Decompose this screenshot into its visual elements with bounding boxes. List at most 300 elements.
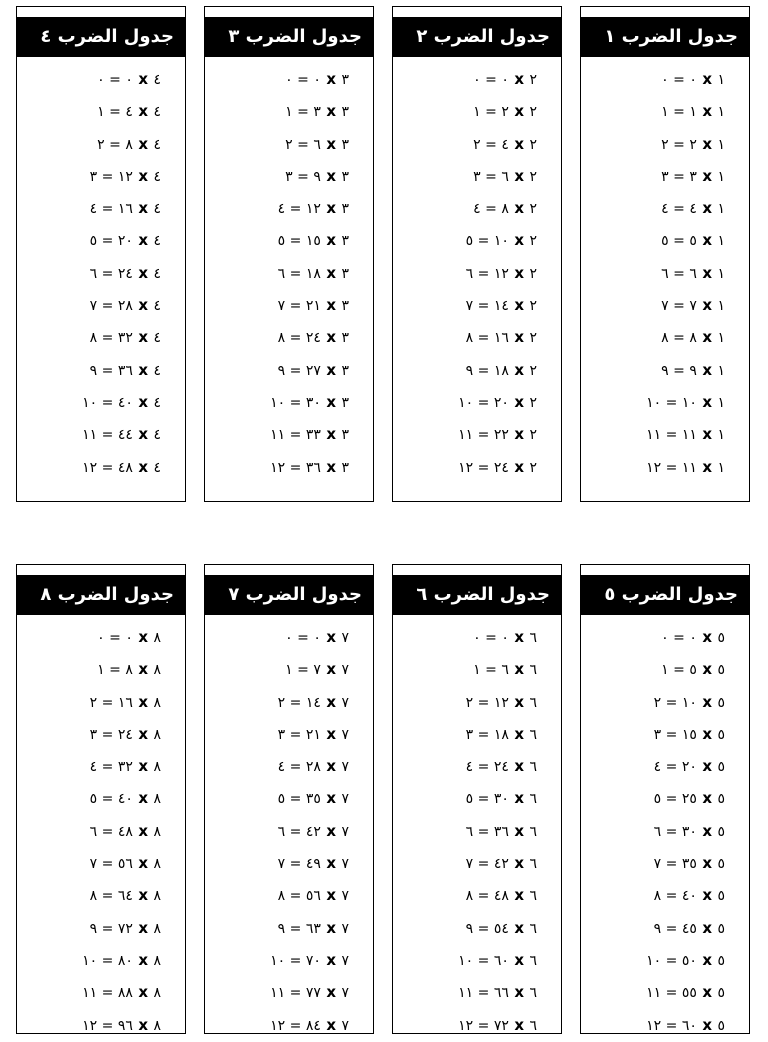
table-row — [393, 686, 561, 718]
multiplicand-value: ٣ — [341, 362, 349, 379]
multiplicand-value: ٦ — [529, 856, 537, 873]
times-sign: x — [514, 918, 525, 937]
times-sign: x — [326, 660, 337, 679]
product-value: ٥٦ — [117, 856, 133, 873]
multiplicand-value: ٤ — [153, 330, 161, 347]
multiplicand-value: ٢ — [529, 168, 537, 185]
table-row — [205, 63, 373, 95]
equals-sign: = — [101, 298, 114, 315]
multiplicand-value: ٦ — [529, 920, 537, 937]
equals-sign: = — [477, 1017, 490, 1034]
equals-sign: = — [297, 168, 309, 185]
multiplicand-value: ١ — [717, 459, 725, 476]
times-sign: x — [138, 134, 149, 153]
equals-sign: = — [101, 856, 114, 873]
multiplier-value: ٥ — [465, 791, 474, 808]
times-sign: x — [326, 1015, 337, 1034]
multiplicand-value: ٦ — [529, 1017, 537, 1034]
multiplier-value: ٥ — [653, 791, 662, 808]
multiplicand-value: ٦ — [529, 630, 537, 646]
times-sign: x — [702, 263, 713, 282]
times-sign: x — [702, 789, 713, 808]
times-sign: x — [514, 360, 525, 379]
times-sign: x — [702, 296, 713, 315]
equals-sign: = — [289, 694, 302, 711]
equals-sign: = — [101, 759, 114, 776]
times-sign: x — [702, 328, 713, 347]
multiplier-value: ٦ — [89, 265, 98, 282]
multiplicand-value: ٣ — [341, 233, 349, 250]
multiplicand-value: ١ — [717, 330, 725, 347]
product-value: ٨٠ — [117, 952, 133, 969]
multiplication-table-4 — [16, 6, 186, 502]
multiplicand-value: ٥ — [717, 791, 725, 808]
product-value: ٠ — [125, 630, 133, 646]
multiplicand-value: ٦ — [529, 823, 537, 840]
multiplicand-value: ٢ — [529, 459, 537, 476]
table-row — [393, 976, 561, 1008]
times-sign: x — [702, 854, 713, 873]
multiplicand-value: ٢ — [529, 136, 537, 153]
table-row — [17, 63, 185, 95]
multiplicand-value: ١ — [717, 362, 725, 379]
multiplicand-value: ٢ — [529, 362, 537, 379]
table-row — [581, 354, 749, 386]
product-value: ٠ — [689, 72, 697, 88]
times-sign: x — [138, 166, 149, 185]
product-value: ٨ — [689, 330, 697, 347]
table-row — [205, 224, 373, 256]
table-row — [17, 686, 185, 718]
table-row — [205, 686, 373, 718]
multiplicand-value: ٧ — [341, 1017, 349, 1034]
product-value: ٣٦ — [493, 823, 509, 840]
multiplier-value: ٨ — [661, 330, 669, 347]
equals-sign: = — [673, 136, 685, 153]
multiplier-value: ١٢ — [270, 459, 286, 476]
multiplier-value: ٣ — [285, 168, 293, 185]
times-sign: x — [514, 724, 525, 743]
product-value: ٧ — [689, 298, 697, 315]
product-value: ٧٧ — [305, 985, 321, 1002]
multiplier-value: ١١ — [646, 985, 662, 1002]
table-title: جدول الضرب ٧ — [204, 575, 374, 615]
product-value: ١٤ — [305, 694, 321, 711]
equals-sign: = — [289, 920, 302, 937]
table-row — [17, 653, 185, 685]
multiplier-value: ٤ — [465, 759, 474, 776]
multiplicand-value: ٤ — [153, 136, 161, 153]
times-sign: x — [138, 328, 149, 347]
product-value: ١٨ — [493, 726, 509, 743]
equals-sign: = — [665, 856, 678, 873]
equals-sign: = — [673, 630, 685, 646]
multiplicand-value: ٣ — [341, 72, 349, 88]
multiplicand-value: ٢ — [529, 233, 537, 250]
table-row — [205, 289, 373, 321]
equals-sign: = — [477, 362, 490, 379]
equals-sign: = — [665, 726, 678, 743]
times-sign: x — [138, 457, 149, 476]
multiplier-value: ١١ — [270, 427, 286, 444]
multiplicand-value: ٧ — [341, 952, 349, 969]
table-row — [393, 782, 561, 814]
table-row — [581, 782, 749, 814]
multiplicand-value: ١ — [717, 394, 725, 411]
table-row — [393, 289, 561, 321]
multiplier-value: ٧ — [661, 298, 669, 315]
equals-sign: = — [665, 952, 678, 969]
multiplier-value: ٢ — [661, 136, 669, 153]
equals-sign: = — [477, 427, 490, 444]
multiplier-value: ١١ — [458, 427, 474, 444]
equals-sign: = — [485, 72, 497, 88]
multiplier-value: ١١ — [82, 427, 98, 444]
multiplier-value: ٥ — [89, 791, 98, 808]
multiplicand-value: ٧ — [341, 856, 349, 873]
times-sign: x — [702, 692, 713, 711]
equals-sign: = — [477, 791, 490, 808]
table-row — [205, 653, 373, 685]
equals-sign: = — [665, 985, 678, 1002]
multiplicand-value: ٧ — [341, 791, 349, 808]
table-rows — [581, 621, 749, 1041]
equals-sign: = — [673, 104, 685, 121]
product-value: ٣٥ — [681, 856, 697, 873]
table-row — [205, 418, 373, 450]
product-value: ٢٤ — [493, 759, 509, 776]
multiplier-value: ١٢ — [270, 1017, 286, 1034]
multiplicand-value: ٥ — [717, 662, 725, 679]
times-sign: x — [326, 425, 337, 444]
table-row — [581, 847, 749, 879]
table-row — [393, 386, 561, 418]
equals-sign: = — [297, 630, 309, 646]
product-value: ١٢ — [117, 168, 133, 185]
equals-sign: = — [101, 201, 114, 218]
table-row — [393, 653, 561, 685]
multiplier-value: ٢ — [97, 136, 105, 153]
table-row — [205, 815, 373, 847]
table-title: جدول الضرب ٦ — [392, 575, 562, 615]
table-row — [393, 912, 561, 944]
multiplier-value: ٠ — [285, 72, 293, 88]
multiplier-value: ٩ — [277, 920, 286, 937]
multiplier-value: ٩ — [277, 362, 286, 379]
table-row — [17, 976, 185, 1008]
times-sign: x — [326, 134, 337, 153]
table-row — [205, 782, 373, 814]
equals-sign: = — [665, 459, 678, 476]
equals-sign: = — [477, 985, 490, 1002]
multiplier-value: ٧ — [465, 856, 474, 873]
table-row — [581, 418, 749, 450]
multiplier-value: ٧ — [277, 856, 286, 873]
multiplier-value: ٨ — [277, 330, 286, 347]
times-sign: x — [514, 886, 525, 905]
multiplicand-value: ٧ — [341, 888, 349, 905]
multiplicand-value: ٤ — [153, 427, 161, 444]
multiplier-value: ٠ — [473, 630, 481, 646]
equals-sign: = — [297, 104, 309, 121]
product-value: ٤٢ — [493, 856, 509, 873]
equals-sign: = — [477, 726, 490, 743]
times-sign: x — [702, 360, 713, 379]
table-row — [205, 879, 373, 911]
multiplicand-value: ٤ — [153, 233, 161, 250]
equals-sign: = — [109, 662, 121, 679]
times-sign: x — [702, 70, 713, 88]
equals-sign: = — [477, 952, 490, 969]
multiplicand-value: ٣ — [341, 330, 349, 347]
multiplier-value: ٩ — [89, 362, 98, 379]
equals-sign: = — [477, 459, 490, 476]
multiplicand-value: ٨ — [153, 985, 161, 1002]
multiplier-value: ٦ — [661, 265, 669, 282]
table-row — [581, 653, 749, 685]
table-row — [581, 718, 749, 750]
equals-sign: = — [101, 459, 114, 476]
times-sign: x — [138, 628, 149, 646]
times-sign: x — [702, 660, 713, 679]
times-sign: x — [326, 886, 337, 905]
table-row — [581, 815, 749, 847]
table-rows — [205, 621, 373, 1041]
multiplier-value: ١٠ — [82, 394, 98, 411]
equals-sign: = — [289, 985, 302, 1002]
product-value: ٨٨ — [117, 985, 133, 1002]
product-value: ٥٤ — [493, 920, 509, 937]
multiplicand-value: ٣ — [341, 201, 349, 218]
multiplier-value: ١١ — [82, 985, 98, 1002]
product-value: ٣٥ — [305, 791, 321, 808]
times-sign: x — [702, 166, 713, 185]
product-value: ٣٣ — [305, 427, 321, 444]
product-value: ٢٥ — [681, 791, 697, 808]
times-sign: x — [138, 789, 149, 808]
times-sign: x — [326, 102, 337, 121]
times-sign: x — [138, 360, 149, 379]
equals-sign: = — [101, 394, 114, 411]
times-sign: x — [326, 724, 337, 743]
multiplier-value: ٢ — [277, 694, 286, 711]
multiplication-table-6 — [392, 564, 562, 1034]
equals-sign: = — [101, 233, 114, 250]
multiplicand-value: ١ — [717, 265, 725, 282]
product-value: ٤٠ — [681, 888, 697, 905]
equals-sign: = — [673, 265, 685, 282]
table-row — [17, 815, 185, 847]
equals-sign: = — [665, 791, 678, 808]
multiplier-value: ٨ — [277, 888, 286, 905]
times-sign: x — [326, 821, 337, 840]
product-value: ٨ — [125, 662, 133, 679]
table-row — [205, 160, 373, 192]
table-row — [17, 451, 185, 483]
times-sign: x — [138, 757, 149, 776]
product-value: ٦ — [689, 265, 697, 282]
multiplicand-value: ٨ — [153, 888, 161, 905]
product-value: ٢ — [689, 136, 697, 153]
table-row — [17, 750, 185, 782]
table-row — [17, 128, 185, 160]
equals-sign: = — [289, 791, 302, 808]
product-value: ٢٨ — [117, 298, 133, 315]
table-row — [17, 289, 185, 321]
product-value: ٦ — [501, 168, 509, 185]
multiplicand-value: ٦ — [529, 694, 537, 711]
equals-sign: = — [477, 920, 490, 937]
product-value: ٢٠ — [681, 759, 697, 776]
multiplier-value: ٦ — [277, 823, 286, 840]
multiplicand-value: ٨ — [153, 856, 161, 873]
multiplier-value: ٥ — [277, 233, 286, 250]
equals-sign: = — [289, 201, 302, 218]
product-value: ٠ — [501, 72, 509, 88]
multiplier-value: ٤ — [89, 201, 98, 218]
equals-sign: = — [665, 394, 678, 411]
multiplicand-value: ١ — [717, 72, 725, 88]
times-sign: x — [514, 70, 525, 88]
table-row — [205, 95, 373, 127]
equals-sign: = — [101, 330, 114, 347]
multiplicand-value: ٢ — [529, 394, 537, 411]
equals-sign: = — [673, 201, 685, 218]
multiplier-value: ٠ — [473, 72, 481, 88]
product-value: ١١ — [681, 427, 697, 444]
product-value: ٦ — [501, 662, 509, 679]
equals-sign: = — [101, 265, 114, 282]
multiplicand-value: ١ — [717, 298, 725, 315]
multiplier-value: ٢ — [285, 136, 293, 153]
times-sign: x — [326, 360, 337, 379]
table-row — [17, 418, 185, 450]
multiplicand-value: ٥ — [717, 856, 725, 873]
equals-sign: = — [101, 888, 114, 905]
times-sign: x — [138, 231, 149, 250]
table-row — [581, 257, 749, 289]
product-value: ٣٦ — [117, 362, 133, 379]
equals-sign: = — [477, 298, 490, 315]
product-value: ٢٨ — [305, 759, 321, 776]
times-sign: x — [514, 457, 525, 476]
product-value: ٥ — [689, 662, 697, 679]
table-row — [581, 621, 749, 653]
product-value: ١٠ — [681, 394, 697, 411]
table-row — [393, 321, 561, 353]
multiplier-value: ٦ — [465, 265, 474, 282]
product-value: ٥٥ — [681, 985, 697, 1002]
equals-sign: = — [289, 427, 302, 444]
multiplicand-value: ٣ — [341, 298, 349, 315]
times-sign: x — [138, 854, 149, 873]
times-sign: x — [138, 199, 149, 218]
product-value: ٩٦ — [117, 1017, 133, 1034]
multiplier-value: ٦ — [653, 823, 662, 840]
table-row — [581, 95, 749, 127]
multiplier-value: ٣ — [661, 168, 669, 185]
times-sign: x — [514, 102, 525, 121]
multiplier-value: ٠ — [285, 630, 293, 646]
multiplier-value: ٥ — [465, 233, 474, 250]
product-value: ٠ — [125, 72, 133, 88]
product-value: ٢٠ — [117, 233, 133, 250]
table-row — [581, 224, 749, 256]
multiplicand-value: ٥ — [717, 920, 725, 937]
times-sign: x — [514, 199, 525, 218]
table-row — [393, 192, 561, 224]
multiplicand-value: ١ — [717, 136, 725, 153]
product-value: ١٢ — [305, 201, 321, 218]
times-sign: x — [138, 70, 149, 88]
product-value: ١٦ — [493, 330, 509, 347]
equals-sign: = — [101, 791, 114, 808]
multiplicand-value: ٨ — [153, 920, 161, 937]
multiplicand-value: ٥ — [717, 823, 725, 840]
multiplier-value: ٤ — [277, 759, 286, 776]
table-row — [205, 1009, 373, 1041]
equals-sign: = — [477, 856, 490, 873]
equals-sign: = — [289, 759, 302, 776]
table-row — [393, 418, 561, 450]
equals-sign: = — [673, 298, 685, 315]
equals-sign: = — [477, 888, 490, 905]
multiplicand-value: ٦ — [529, 759, 537, 776]
multiplicand-value: ٧ — [341, 759, 349, 776]
multiplicand-value: ٨ — [153, 726, 161, 743]
equals-sign: = — [101, 694, 114, 711]
equals-sign: = — [485, 104, 497, 121]
multiplier-value: ١٢ — [82, 1017, 98, 1034]
multiplicand-value: ٤ — [153, 298, 161, 315]
multiplicand-value: ٨ — [153, 1017, 161, 1034]
equals-sign: = — [665, 888, 678, 905]
multiplicand-value: ٣ — [341, 265, 349, 282]
table-row — [581, 63, 749, 95]
table-row — [581, 912, 749, 944]
times-sign: x — [326, 457, 337, 476]
equals-sign: = — [673, 72, 685, 88]
multiplier-value: ٧ — [89, 298, 98, 315]
times-sign: x — [326, 854, 337, 873]
multiplicand-value: ٦ — [529, 662, 537, 679]
table-row — [205, 257, 373, 289]
equals-sign: = — [101, 920, 114, 937]
table-row — [205, 451, 373, 483]
equals-sign: = — [101, 362, 114, 379]
multiplier-value: ٨ — [89, 888, 98, 905]
times-sign: x — [702, 392, 713, 411]
multiplier-value: ١٢ — [646, 459, 662, 476]
times-sign: x — [326, 757, 337, 776]
table-row — [205, 386, 373, 418]
equals-sign: = — [665, 823, 678, 840]
product-value: ٢١ — [305, 726, 321, 743]
equals-sign: = — [289, 362, 302, 379]
table-row — [581, 321, 749, 353]
product-value: ٠ — [689, 630, 697, 646]
multiplicand-value: ٢ — [529, 427, 537, 444]
table-row — [581, 160, 749, 192]
multiplier-value: ١ — [473, 662, 481, 679]
multiplier-value: ١١ — [458, 985, 474, 1002]
product-value: ١٢ — [493, 694, 509, 711]
multiplicand-value: ٧ — [341, 630, 349, 646]
equals-sign: = — [485, 630, 497, 646]
equals-sign: = — [477, 233, 490, 250]
equals-sign: = — [665, 694, 678, 711]
product-value: ٠ — [501, 630, 509, 646]
